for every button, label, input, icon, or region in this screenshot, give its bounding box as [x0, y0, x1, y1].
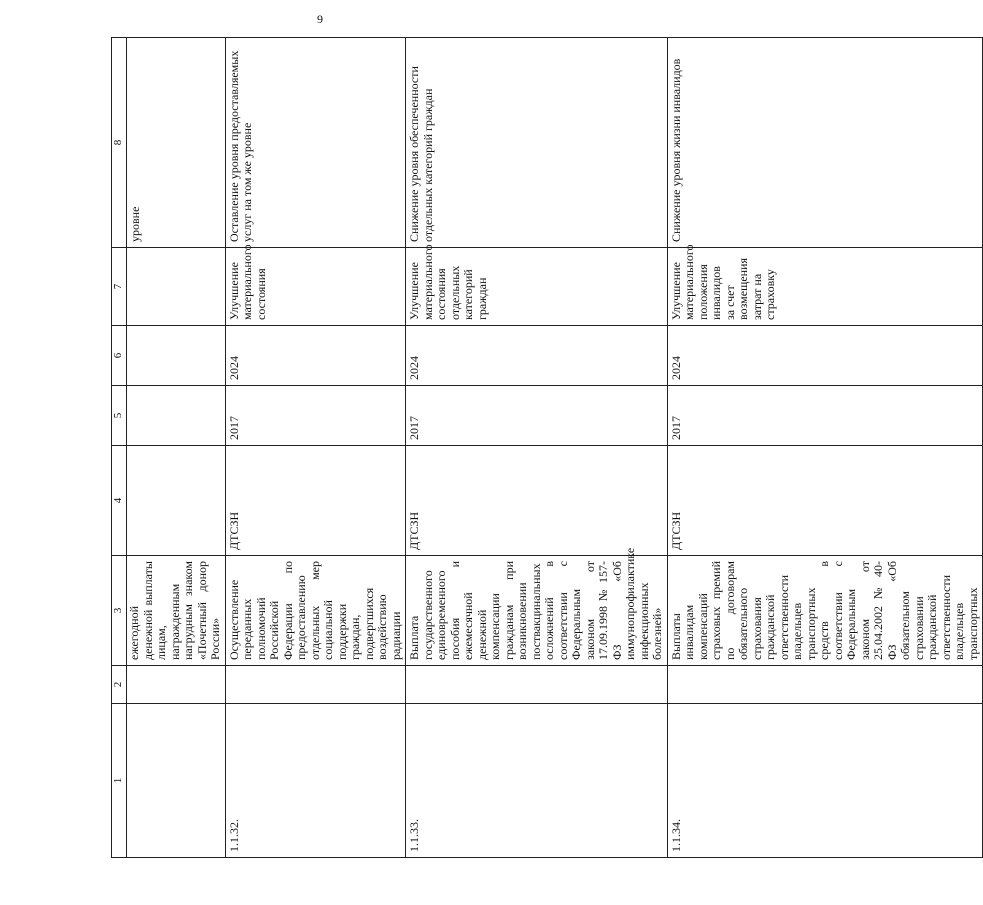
header-col-7: 7	[112, 248, 127, 326]
cell-result	[127, 248, 226, 326]
cell-description: Осуществление переданных полномочий Российской Федерации по предоставлению отдельных мер социальной поддержки граждан, подвергшихся воздействию радиации	[225, 556, 406, 666]
cell-end-year: 2024	[406, 326, 668, 386]
cell-executor: ДТСЗН	[667, 446, 983, 556]
cell-num: 1.1.33.	[406, 704, 668, 858]
cell-description: ежегодной денежной выплаты лицам, награжденным нагрудным знаком «Почетный донор России»	[127, 556, 226, 666]
cell-executor: ДТСЗН	[225, 446, 406, 556]
cell-num: 1.1.34.	[667, 704, 983, 858]
header-col-3: 3	[112, 556, 127, 666]
cell-executor	[127, 446, 226, 556]
table-row	[406, 38, 668, 858]
cell-end-year	[127, 326, 226, 386]
table-row	[225, 38, 406, 858]
cell-start-year: 2017	[225, 386, 406, 446]
cell-col2	[667, 666, 983, 704]
page-number: 9	[317, 12, 323, 26]
table-row-continued	[127, 38, 226, 858]
cell-col2	[127, 666, 226, 704]
cell-consequence: Снижение уровня обеспеченности отдельных категорий граждан	[406, 38, 668, 248]
header-col-2: 2	[112, 666, 127, 704]
header-row	[112, 38, 127, 858]
cell-num: 1.1.32.	[225, 704, 406, 858]
header-col-6: 6	[112, 326, 127, 386]
header-col-8: 8	[112, 38, 127, 248]
cell-num	[127, 704, 226, 858]
cell-result: Улучшение материального состояния отдельных категорий граждан	[406, 248, 668, 326]
header-col-5: 5	[112, 386, 127, 446]
measures-table	[111, 37, 983, 858]
cell-start-year: 2017	[667, 386, 983, 446]
cell-start-year: 2017	[406, 386, 668, 446]
cell-consequence: Снижение уровня жизни инвалидов	[667, 38, 983, 248]
cell-start-year	[127, 386, 226, 446]
cell-col2	[406, 666, 668, 704]
rotated-table-wrapper	[111, 38, 980, 858]
cell-description: Выплаты инвалидам компенсаций страховых премий по договорам обязательного страхования гражданской ответственности владельцев транспортных средств в соответствии с Федеральным законом от 25.04.2002 № 40-ФЗ «Об обязательном страховании гражданской ответственности владельцев транспортных	[667, 556, 983, 666]
cell-description: Выплата государственного единовременного пособия и ежемесячной денежной компенсации гражданам при возникновении поствакцинальных осложнений в соответствии с Федеральным законом от 17.09.1998 № 157-ФЗ «Об иммунопрофилактике инфекционных болезней»	[406, 556, 668, 666]
header-col-4: 4	[112, 446, 127, 556]
table-row	[667, 38, 983, 858]
cell-consequence: Оставление уровня предоставляемых услуг на том же уровне	[225, 38, 406, 248]
cell-end-year: 2024	[225, 326, 406, 386]
cell-consequence: уровне	[127, 38, 226, 248]
header-col-1: 1	[112, 704, 127, 858]
cell-result: Улучшение материального положения инвалидов за счет возмещения затрат на страховку	[667, 248, 983, 326]
cell-col2	[225, 666, 406, 704]
cell-end-year: 2024	[667, 326, 983, 386]
cell-executor: ДТСЗН	[406, 446, 668, 556]
cell-result: Улучшение материального состояния	[225, 248, 406, 326]
